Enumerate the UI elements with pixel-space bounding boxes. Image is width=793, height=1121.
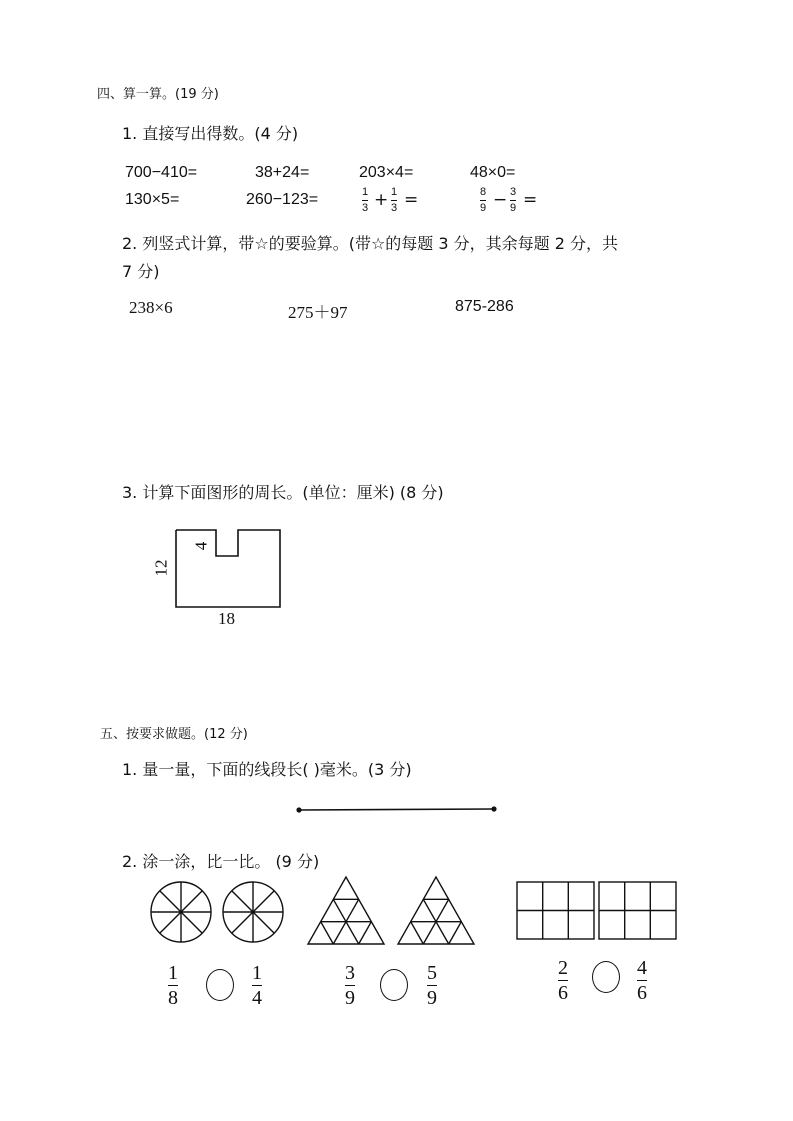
mental-calc-item: 203×4=: [359, 164, 414, 181]
equals-sign: =: [404, 190, 419, 210]
fraction-denominator: 3: [362, 202, 369, 214]
segment-endpoint: [491, 806, 496, 811]
question-4-1-label: 1. 直接写出得数。(4 分): [122, 124, 299, 143]
fraction-bar: [345, 985, 355, 986]
section-5-title: 五、按要求做题。(12 分): [100, 727, 248, 742]
operator: +: [374, 190, 389, 210]
shapes-row: [0, 0, 1, 1]
compare-circle-blank[interactable]: [380, 969, 408, 1001]
compare-fraction-right: [252, 963, 262, 1008]
question-4-2-label-cont: 7 分): [122, 262, 160, 281]
fraction-bar: [558, 980, 568, 981]
dimension-width-label: 18: [218, 609, 235, 628]
fraction: [510, 187, 516, 214]
fraction: [391, 187, 397, 214]
mental-calc-item: 38+24=: [255, 164, 310, 181]
dimension-notch-label: 4: [191, 541, 211, 551]
question-4-2-label: 2. 列竖式计算，带☆的要验算。(带☆的每题 3 分，其余每题 2 分，共: [122, 234, 618, 253]
fraction-denominator: 9: [427, 987, 437, 1009]
circle-eighths-left: [151, 882, 211, 942]
question-5-2-label: 2. 涂一涂，比一比。 (9 分): [122, 852, 320, 871]
compare-circle-blank[interactable]: [592, 961, 620, 993]
fraction-bar: [362, 200, 368, 201]
dimension-height-label: 12: [151, 559, 171, 577]
fraction-denominator: 8: [168, 987, 178, 1009]
compare-fraction-left: [345, 963, 355, 1008]
fraction-bar: [391, 200, 397, 201]
fraction-bar: [480, 200, 486, 201]
fraction: [362, 187, 368, 214]
fraction-numerator: 1: [391, 186, 398, 198]
line-segment: [299, 809, 494, 810]
fraction-numerator: 3: [345, 962, 355, 984]
question-5-1-label: 1. 量一量，下面的线段长( )毫米。(3 分): [122, 760, 412, 779]
fraction-numerator: 5: [427, 962, 437, 984]
fraction-numerator: 1: [362, 186, 369, 198]
mental-calc-item: 260−123=: [246, 191, 319, 208]
fraction-bar: [510, 200, 516, 201]
vertical-calc-problem: 275＋97: [288, 303, 348, 322]
fraction-bar: [427, 985, 437, 986]
fraction-numerator: 2: [558, 957, 568, 979]
fraction-numerator: 8: [480, 186, 487, 198]
compare-fraction-left: [558, 958, 568, 1003]
compare-fraction-right: [637, 958, 647, 1003]
compare-fraction-left: [168, 963, 178, 1008]
mental-calc-item: 48×0=: [470, 164, 516, 181]
fraction-numerator: 1: [168, 962, 178, 984]
compare-circle-blank[interactable]: [206, 969, 234, 1001]
circle-eighths-right: [223, 882, 283, 942]
equals-sign: =: [523, 190, 538, 210]
triangle-ninths-right: [398, 877, 474, 944]
fraction-numerator: 3: [510, 186, 517, 198]
triangle-ninths-left: [308, 877, 384, 944]
fraction-bar: [252, 985, 262, 986]
fraction-numerator: 1: [252, 962, 262, 984]
operator: −: [493, 190, 508, 210]
fraction-bar: [168, 985, 178, 986]
fraction-denominator: 9: [480, 202, 487, 214]
fraction-denominator: 9: [510, 202, 517, 214]
mental-calc-item: 130×5=: [125, 191, 180, 208]
compare-fraction-right: [427, 963, 437, 1008]
fraction: [480, 187, 486, 214]
vertical-calc-problem: 875-286: [455, 298, 514, 315]
fraction-bar: [637, 980, 647, 981]
segment-endpoint: [296, 807, 301, 812]
fraction-denominator: 6: [558, 982, 568, 1004]
fraction-denominator: 9: [345, 987, 355, 1009]
section-4-title: 四、算一算。(19 分): [97, 87, 219, 102]
vertical-calc-problem: 238×6: [129, 298, 173, 317]
rectangle-sixths-right: [599, 882, 676, 939]
fraction-denominator: 6: [637, 982, 647, 1004]
question-4-3-label: 3. 计算下面图形的周长。(单位：厘米) (8 分): [122, 483, 444, 502]
rectangle-sixths-left: [517, 882, 594, 939]
fraction-numerator: 4: [637, 957, 647, 979]
mental-calc-item: 700−410=: [125, 164, 198, 181]
fraction-denominator: 3: [391, 202, 398, 214]
fraction-denominator: 4: [252, 987, 262, 1009]
